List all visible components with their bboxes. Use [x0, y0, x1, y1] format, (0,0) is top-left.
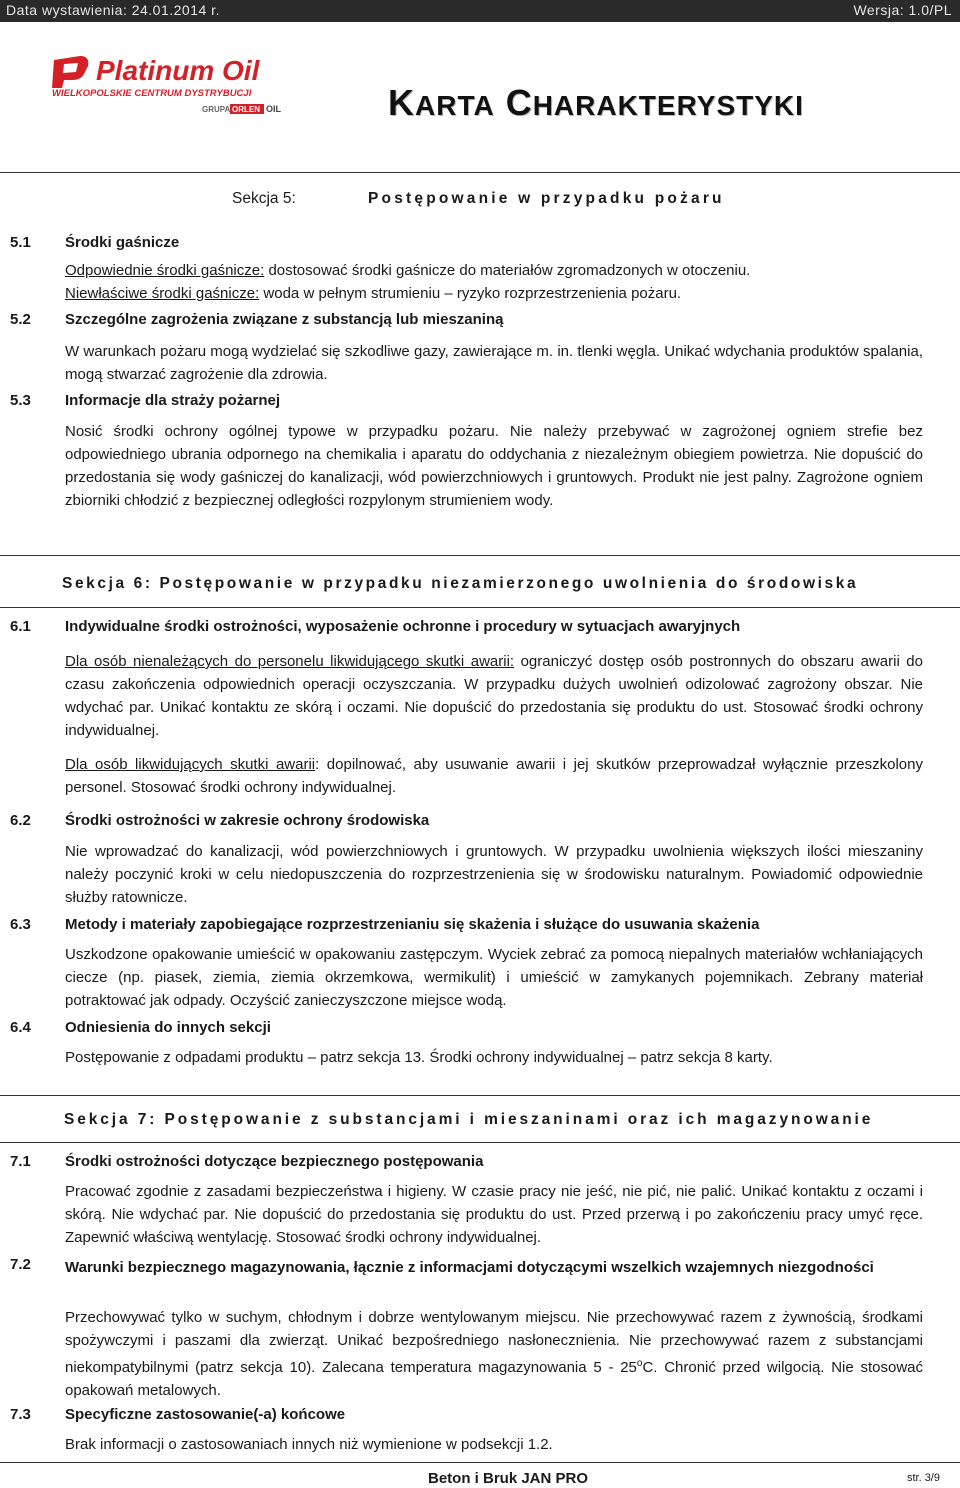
subsection-heading: Środki ostrożności w zakresie ochrony środowiska: [65, 812, 430, 829]
section-6-title: Sekcja 6: Postępowanie w przypadku niezamierzonego uwolnienia do środowiska: [62, 575, 859, 592]
paragraph: Dla osób likwidujących skutki awarii: dopilnować, aby usuwanie awarii i jej skutków przeprowadzał wyłącznie przeszkolony personel. Stosować środki ochrony indywidualnej.: [65, 756, 923, 796]
subsection-heading: Warunki bezpiecznego magazynowania, łącznie z informacjami dotyczącymi wszelkich wzajemnych niezgodności: [65, 1259, 874, 1276]
paragraph: Brak informacji o zastosowaniach innych niż wymienione w podsekcji 1.2.: [65, 1436, 553, 1453]
paragraph: W warunkach pożaru mogą wydzielać się szkodliwe gazy, zawierające m. in. tlenki węgla. Unikać wdychania produktów spalania, mogą stwarzać zagrożenie dla zdrowia.: [65, 343, 923, 383]
subsection-number: 5.1: [10, 234, 31, 251]
subsection-number: 6.4: [10, 1019, 31, 1036]
subsection-number: 7.2: [10, 1256, 31, 1273]
section-7-title: Sekcja 7: Postępowanie z substancjami i mieszaninami oraz ich magazynowanie: [64, 1111, 874, 1128]
subsection-heading: Szczególne zagrożenia związane z substancją lub mieszaniną: [65, 311, 504, 328]
subsection-heading: Odniesienia do innych sekcji: [65, 1019, 271, 1036]
divider: [0, 172, 960, 173]
document-title: KARTA CHARAKTERYSTYKI: [388, 82, 804, 123]
section-5-title: Postępowanie w przypadku pożaru: [368, 190, 725, 207]
subsection-heading: Indywidualne środki ostrożności, wyposażenie ochronne i procedury w sytuacjach awaryjnych: [65, 618, 741, 635]
subsection-number: 7.1: [10, 1153, 31, 1170]
paragraph: Przechowywać tylko w suchym, chłodnym i dobrze wentylowanym miejscu. Nie przechowywać razem z żywnością, środkami spożywczymi i paszami dla zwierząt. Unikać bezpośredniego nasłonecznienia. Nie przechowywać razem z substancjami niekompatybilnymi (patrz sekcja 10). Zalecana temperatura magazynowania 5 - 25$^o$C. Chronić przed wilgocią. Nie stosować opakowań metalowych.: [65, 1309, 923, 1399]
subsection-number: 6.3: [10, 916, 31, 933]
divider: [0, 1142, 960, 1143]
subsection-heading: Specyficzne zastosowanie(-a) końcowe: [65, 1406, 346, 1423]
logo-group-prefix: GRUPA: [202, 105, 231, 114]
footer-product: Beton i Bruk JAN PRO: [428, 1470, 589, 1487]
version: Wersja: 1.0/PL: [853, 2, 952, 18]
divider: [0, 1095, 960, 1096]
paragraph: Postępowanie z odpadami produktu – patrz sekcja 13. Środki ochrony indywidualnej – patrz sekcja 8 karty.: [65, 1049, 773, 1066]
subsection-heading: Środki ostrożności dotyczące bezpiecznego postępowania: [65, 1153, 484, 1170]
divider: [0, 555, 960, 556]
subsection-heading: Metody i materiały zapobiegające rozprzestrzenianiu się skażenia i służące do usuwania skażenia: [65, 916, 760, 933]
footer-divider: [0, 1462, 960, 1463]
subsection-number: 5.3: [10, 392, 31, 409]
page-number: str. 3/9: [906, 1472, 940, 1484]
logo-group-oil: OIL: [266, 104, 281, 114]
paragraph: Uszkodzone opakowanie umieścić w opakowaniu zastępczym. Wyciek zebrać za pomocą niepalnych materiałów wchłaniających ciecze (np. piasek, ziemia, ziemia okrzemkowa, wermikulit) i umieścić w zamykanych pojemnikach. Zebrany materiał potraktować jak odpady. Oczyścić zanieczyszczone miejsce wodą.: [65, 946, 923, 1009]
logo-group-orlen: ORLEN: [232, 105, 260, 114]
paragraph: Nosić środki ochrony ogólnej typowe w przypadku pożaru. Nie należy przebywać w zagrożonej ogniem strefie bez odpowiedniego ubrania odpornego na chemikalia i aparatu do oddychania z niezależnym obiegiem powietrza. Nie dopuścić do przedostania się wody gaśniczej do kanalizacji, wód powierzchniowych i gruntowych. Produkt nie jest palny. Zagrożone ogniem zbiorniki chłodzić z bezpiecznej odległości rozpylonym strumieniem wody.: [65, 423, 923, 509]
logo-sub: WIELKOPOLSKIE CENTRUM DYSTRYBUCJI: [52, 88, 252, 99]
top-bar: [0, 0, 960, 22]
logo-brand: Platinum Oil: [96, 55, 260, 86]
paragraph: Odpowiednie środki gaśnicze: dostosować środki gaśnicze do materiałów zgromadzonych w otoczeniu. Niewłaściwe środki gaśnicze: woda w pełnym strumieniu – ryzyko rozprzestrzenienia pożaru.: [65, 262, 751, 302]
subsection-heading: Informacje dla straży pożarnej: [65, 392, 281, 409]
paragraph: Nie wprowadzać do kanalizacji, wód powierzchniowych i gruntowych. W przypadku uwolnienia większych ilości mieszaniny należy poczynić kroki w celu niedopuszczenia do rozprzestrzenienia się w środowisku naturalnym. Powiadomić odpowiednie służby ratownicze.: [65, 843, 923, 906]
subsection-number: 6.2: [10, 812, 31, 829]
company-logo: [50, 52, 300, 122]
issue-date: Data wystawienia: 24.01.2014 r.: [6, 2, 220, 18]
paragraph: Pracować zgodnie z zasadami bezpieczeństwa i higieny. W czasie pracy nie jeść, nie pić, nie palić. Unikać kontaktu z oczami i skórą. Nie wdychać par. Nie dopuścić do przedostania się produktu do ust. Przed przerwą i po zakończeniu pracy umyć ręce. Zapewnić właściwą wentylację. Stosować środki ochrony indywidualnej.: [65, 1183, 923, 1246]
paragraph: Dla osób nienależących do personelu likwidującego skutki awarii: ograniczyć dostęp osób postronnych do obszaru awarii do czasu zakończenia odpowiednich operacji oczyszczania. W przypadku dużych uwolnień odizolować zagrożony obszar. Nie wdychać par. Unikać kontaktu ze skórą i oczami. Nie dopuścić do przedostania się produktu do ust. Stosować środki ochrony indywidualnej.: [65, 653, 923, 739]
section-5-label: Sekcja 5:: [232, 190, 296, 207]
subsection-number: 6.1: [10, 618, 31, 635]
divider: [0, 607, 960, 608]
subsection-number: 5.2: [10, 311, 31, 328]
subsection-heading: Środki gaśnicze: [65, 234, 180, 251]
subsection-number: 7.3: [10, 1406, 31, 1423]
